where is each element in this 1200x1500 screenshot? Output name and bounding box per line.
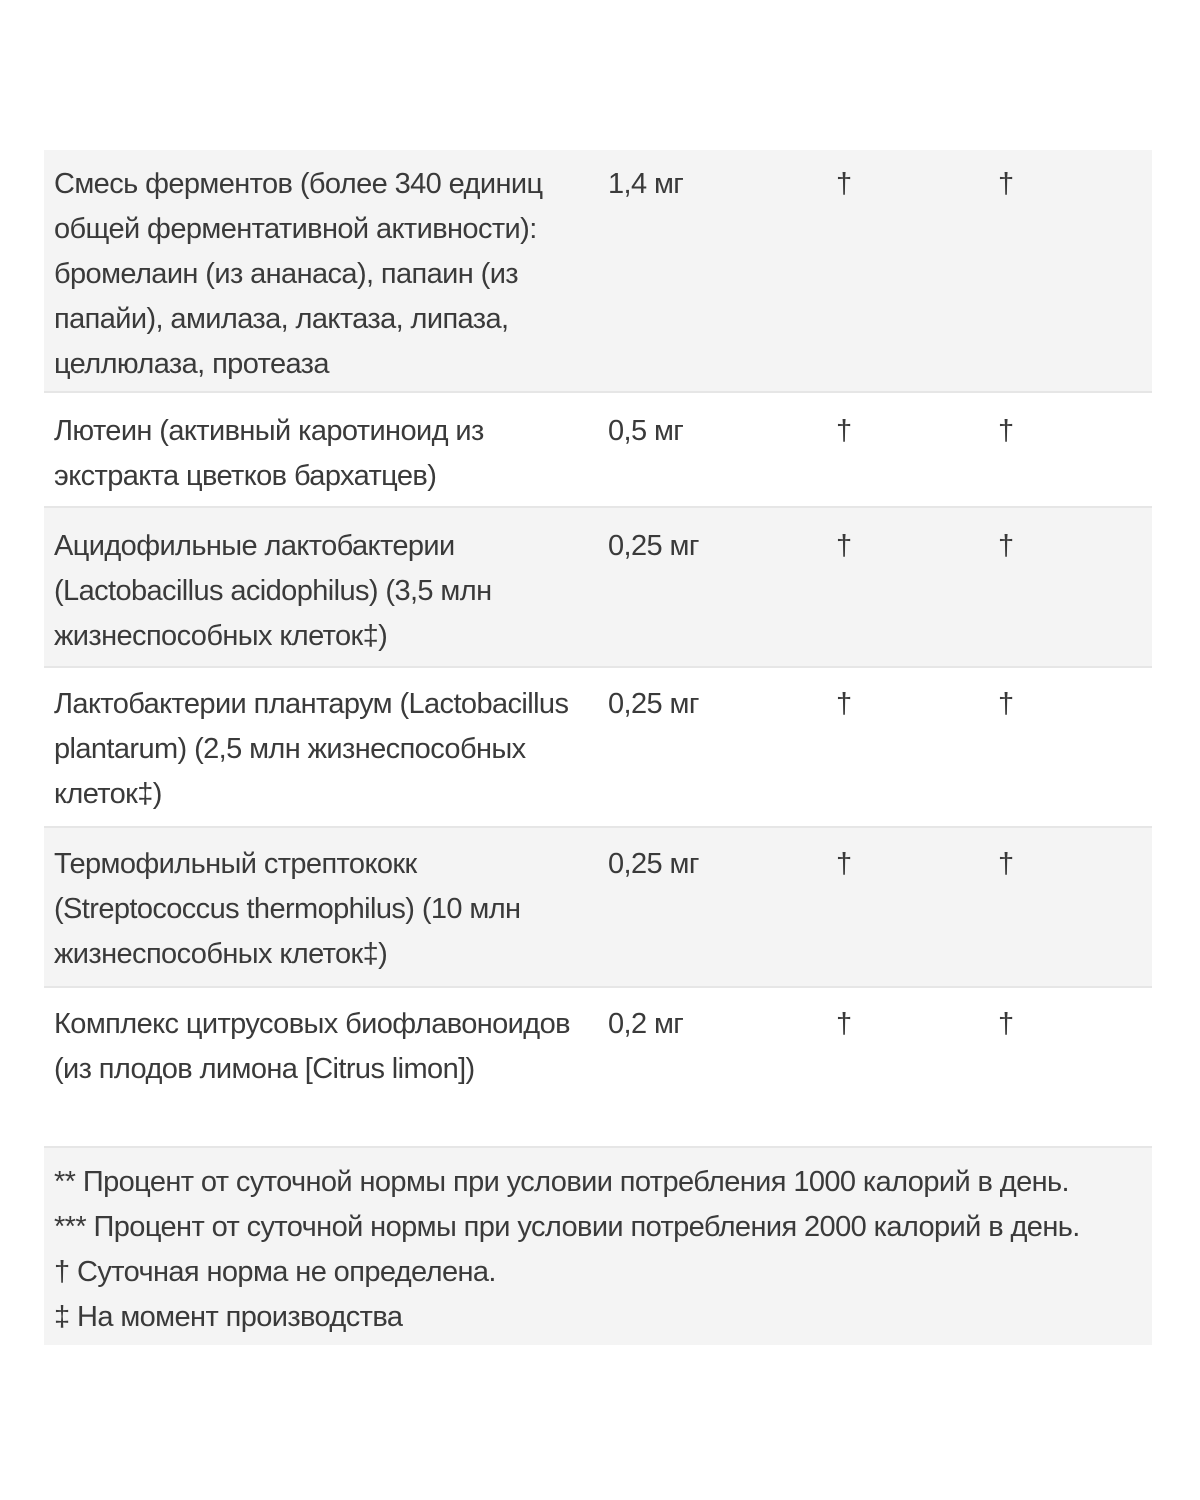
ingredient-name: Комплекс цитрусовых биофлавоноидов (из плодов лимона [Citrus limon]): [54, 1008, 570, 1085]
table-row: [44, 668, 1152, 828]
footnote-2000-calories: *** Процент от суточной нормы при условии потребления 2000 калорий в день.: [54, 1211, 1080, 1243]
ingredient-amount: 0,2 мг: [608, 1008, 684, 1040]
daily-value-2000: †: [998, 168, 1014, 200]
ingredient-amount: 0,25 мг: [608, 530, 699, 562]
ingredient-amount: 0,5 мг: [608, 415, 684, 447]
ingredient-amount: 0,25 мг: [608, 688, 699, 720]
table-row: [44, 508, 1152, 668]
ingredient-amount: 1,4 мг: [608, 168, 684, 200]
footnotes: [44, 1148, 1152, 1345]
daily-value-1000: †: [836, 848, 852, 880]
daily-value-2000: †: [998, 530, 1014, 562]
daily-value-1000: †: [836, 415, 852, 447]
daily-value-1000: †: [836, 1008, 852, 1040]
ingredient-name: Лактобактерии плантарум (Lactobacillus plantarum) (2,5 млн жизнеспособных клеток‡): [54, 688, 569, 810]
ingredient-name: Термофильный стрептококк (Streptococcus thermophilus) (10 млн жизнеспособных клеток‡): [54, 848, 521, 970]
daily-value-2000: †: [998, 848, 1014, 880]
footnote-dagger: † Суточная норма не определена.: [54, 1256, 496, 1288]
table-row: [44, 150, 1152, 393]
daily-value-2000: †: [998, 688, 1014, 720]
supplement-facts-table: [44, 150, 1152, 1345]
table-row: [44, 828, 1152, 988]
ingredient-name: Ацидофильные лактобактерии (Lactobacillus acidophilus) (3,5 млн жизнеспособных клеток‡): [54, 530, 492, 652]
daily-value-1000: †: [836, 688, 852, 720]
daily-value-2000: †: [998, 1008, 1014, 1040]
footnote-1000-calories: ** Процент от суточной нормы при условии потребления 1000 калорий в день.: [54, 1166, 1070, 1198]
daily-value-1000: †: [836, 168, 852, 200]
daily-value-1000: †: [836, 530, 852, 562]
footnote-double-dagger: ‡ На момент производства: [54, 1301, 403, 1333]
table-row: [44, 988, 1152, 1148]
daily-value-2000: †: [998, 415, 1014, 447]
ingredient-name: Смесь ферментов (более 340 единиц общей ферментативной активности): бромелаин (из ананаса), папаин (из папайи), амилаза, лактаза, липаза, целлюлаза, протеаза: [54, 168, 543, 380]
ingredient-amount: 0,25 мг: [608, 848, 699, 880]
ingredient-name: Лютеин (активный каротиноид из экстракта цветков бархатцев): [54, 415, 484, 492]
table-row: [44, 393, 1152, 508]
